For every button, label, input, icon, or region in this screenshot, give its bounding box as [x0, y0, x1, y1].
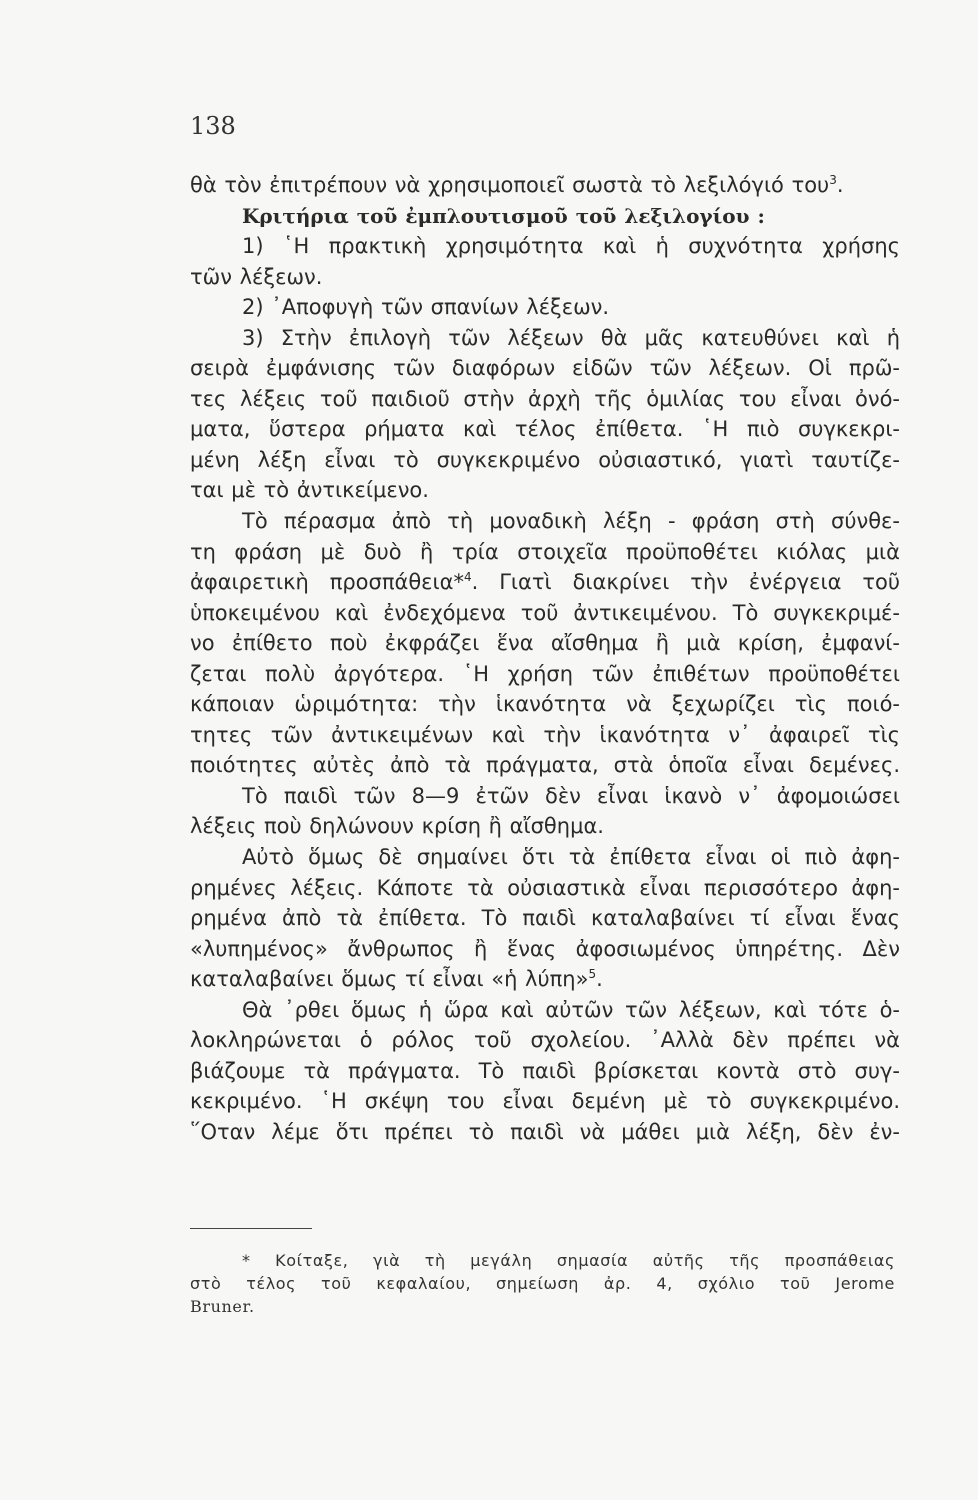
- body-line: «λυπημένος» ἄνθρωπος ἢ ἕνας ἀφοσιωμένος ὑπηρέτης. Δὲν: [190, 936, 900, 961]
- footnote-line: Bruner.: [190, 1297, 255, 1316]
- body-line: τη φράση μὲ δυὸ ἢ τρία στοιχεῖα προϋποθέτει κιόλας μιὰ: [190, 539, 900, 564]
- body-line: μένη λέξη εἶναι τὸ συγκεκριμένο οὐσιαστικό, γιατὶ ταυτίζε-: [190, 447, 900, 472]
- body-line: ὑποκειμένου καὶ ἐνδεχόμενα τοῦ ἀντικειμένου. Τὸ συγκεκριμέ-: [190, 600, 900, 625]
- body-line: θὰ τὸν ἐπιτρέπουν νὰ χρησιμοποιεῖ σωστὰ τὸ λεξιλόγιό του$^3$.: [190, 173, 844, 197]
- body-line: ται μὲ τὸ ἀντικείμενο.: [190, 478, 429, 503]
- body-line: λοκληρώνεται ὁ ρόλος τοῦ σχολείου. ᾿Αλλὰ δὲν πρέπει νὰ: [190, 1028, 900, 1053]
- body-line: τες λέξεις τοῦ παιδιοῦ στὴν ἀρχὴ τῆς ὁμιλίας του εἶναι ὀνό-: [190, 386, 900, 411]
- body-line: 1) ῾Η πρακτικὴ χρησιμότητα καὶ ἡ συχνότητα χρήσης: [242, 234, 900, 259]
- page-number: 138: [190, 112, 236, 140]
- body-line: Τὸ πέρασμα ἀπὸ τὴ μοναδικὴ λέξη - φράση στὴ σύνθε-: [242, 509, 900, 534]
- body-line: καταλαβαίνει ὅμως τί εἶναι «ἡ λύπη»$^5$.: [190, 967, 603, 992]
- body-line: ματα, ὕστερα ρήματα καὶ τέλος ἐπίθετα. ῾Η πιὸ συγκεκρι-: [190, 417, 900, 442]
- body-text: [190, 170, 900, 1148]
- body-line: κάποιαν ὡριμότητα: τὴν ἱκανότητα νὰ ξεχωρίζει τὶς ποιό-: [190, 692, 900, 717]
- body-line: ζεται πολὺ ἀργότερα. ῾Η χρήση τῶν ἐπιθέτων προϋποθέτει: [190, 661, 900, 686]
- body-line: 3) Στὴν ἐπιλογὴ τῶν λέξεων θὰ μᾶς κατευθύνει καὶ ἡ: [242, 325, 900, 350]
- footnote-line: * Κοίταξε, γιὰ τὴ μεγάλη σημασία αὐτῆς τῆς προσπάθειας: [242, 1251, 895, 1270]
- footnote: [190, 1249, 895, 1318]
- body-line: τητες τῶν ἀντικειμένων καὶ τὴν ἱκανότητα ν᾿ ἀφαιρεῖ τὶς: [190, 722, 900, 747]
- body-line: κεκριμένο. ῾Η σκέψη του εἶναι δεμένη μὲ τὸ συγκεκριμένο.: [190, 1089, 900, 1114]
- footnote-divider: [190, 1228, 312, 1229]
- criteria-heading: Κριτήρια τοῦ ἐμπλουτισμοῦ τοῦ λεξιλογίου :: [242, 203, 765, 228]
- body-line: λέξεις ποὺ δηλώνουν κρίση ἢ αἴσθημα.: [190, 814, 604, 839]
- body-line: Θὰ ᾿ρθει ὅμως ἡ ὥρα καὶ αὐτῶν τῶν λέξεων, καὶ τότε ὁ-: [242, 997, 900, 1022]
- body-line: σειρὰ ἐμφάνισης τῶν διαφόρων εἰδῶν τῶν λέξεων. Οἱ πρῶ-: [190, 356, 900, 381]
- body-line: νο ἐπίθετο ποὺ ἐκφράζει ἕνα αἴσθημα ἢ μιὰ κρίση, ἐμφανί-: [190, 631, 900, 656]
- body-line: βιάζουμε τὰ πράγματα. Τὸ παιδὶ βρίσκεται κοντὰ στὸ συγ-: [190, 1058, 900, 1083]
- body-line: ῞Οταν λέμε ὅτι πρέπει τὸ παιδὶ νὰ μάθει μιὰ λέξη, δὲν ἐν-: [190, 1119, 900, 1144]
- footnote-line: στὸ τέλος τοῦ κεφαλαίου, σημείωση ἀρ. 4, σχόλιο τοῦ Jerome: [190, 1274, 895, 1293]
- body-line: Τὸ παιδὶ τῶν 8—9 ἐτῶν δὲν εἶναι ἱκανὸ ν᾿ ἀφομοιώσει: [242, 783, 900, 808]
- body-line: ρημένα ἀπὸ τὰ ἐπίθετα. Τὸ παιδὶ καταλαβαίνει τί εἶναι ἕνας: [190, 906, 900, 931]
- body-line: 2) ᾿Αποφυγὴ τῶν σπανίων λέξεων.: [242, 295, 610, 320]
- body-line: ποιότητες αὐτὲς ἀπὸ τὰ πράγματα, στὰ ὁποῖα εἶναι δεμένες.: [190, 753, 900, 778]
- body-line: τῶν λέξεων.: [190, 264, 323, 289]
- body-line: ἀφαιρετικὴ προσπάθεια*$^4$. Γιατὶ διακρίνει τὴν ἐνέργεια τοῦ: [190, 570, 900, 595]
- body-line: ρημένες λέξεις. Κάποτε τὰ οὐσιαστικὰ εἶναι περισσότερο ἀφη-: [190, 875, 900, 900]
- body-line: Αὐτὸ ὅμως δὲ σημαίνει ὅτι τὰ ἐπίθετα εἶναι οἱ πιὸ ἀφη-: [242, 845, 900, 870]
